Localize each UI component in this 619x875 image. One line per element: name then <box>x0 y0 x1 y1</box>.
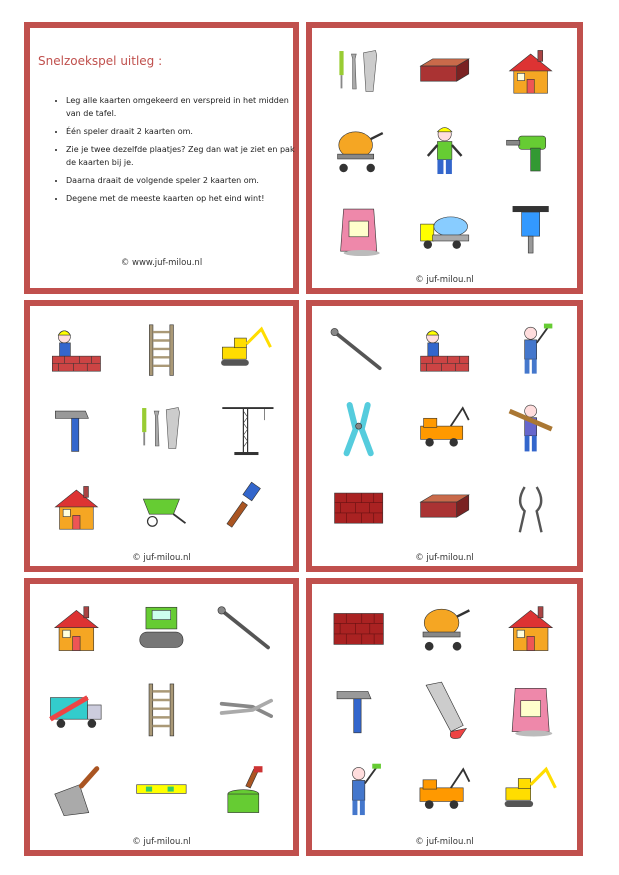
ladder-icon <box>129 320 194 380</box>
game-card <box>306 300 583 572</box>
picture-cell <box>206 391 287 466</box>
cement-bag-icon <box>498 679 563 741</box>
house-icon <box>44 478 109 538</box>
picture-cell <box>206 471 287 546</box>
trowel-icon <box>44 760 109 822</box>
roller-icon <box>129 598 194 660</box>
game-card <box>306 578 583 856</box>
mixer-truck-icon <box>412 200 477 260</box>
picture-cell <box>489 753 571 830</box>
picture-cell <box>489 391 571 466</box>
nail-icon <box>326 320 391 380</box>
rule-item: • Leg alle kaarten omgekeerd en verspreid in het midden van de tafel. <box>66 94 306 120</box>
picture-cell <box>36 312 117 387</box>
builder-icon <box>412 121 477 181</box>
picture-cell <box>36 391 117 466</box>
picture-cell <box>489 113 571 188</box>
card-credit: © juf-milou.nl <box>415 275 474 285</box>
game-card <box>306 22 583 294</box>
ladder-icon <box>129 679 194 741</box>
picture-cell <box>404 753 486 830</box>
picture-cell <box>36 671 117 748</box>
picture-cell <box>489 671 571 748</box>
picture-cell <box>206 671 287 748</box>
picture-cell <box>318 590 400 667</box>
house-icon <box>44 598 109 660</box>
picture-cell <box>404 312 486 387</box>
instructions-title: Snelzoekspel uitleg : <box>38 54 163 68</box>
game-card <box>24 300 299 572</box>
pincers-icon <box>498 478 563 538</box>
instructions-credit: © www.juf-milou.nl <box>120 258 203 268</box>
picture-cell <box>121 312 202 387</box>
truck-icon <box>44 679 109 741</box>
brick-wall-icon <box>326 598 391 660</box>
picture-cell <box>121 590 202 667</box>
hammer-icon <box>326 679 391 741</box>
level-icon <box>129 760 194 822</box>
brick-icon <box>412 42 477 102</box>
picture-cell <box>489 193 571 268</box>
house-icon <box>498 598 563 660</box>
pliers-icon <box>326 399 391 459</box>
wheelbarrow-icon <box>129 478 194 538</box>
carrier-icon <box>498 399 563 459</box>
game-card <box>24 578 299 856</box>
cement-bag-icon <box>326 200 391 260</box>
card-credit: © juf-milou.nl <box>132 553 191 563</box>
cement-mixer-icon <box>326 121 391 181</box>
picture-cell <box>36 471 117 546</box>
nail-icon <box>214 598 279 660</box>
tow-truck-icon <box>412 760 477 822</box>
rule-item: • Één speler draait 2 kaarten om. <box>66 125 306 138</box>
paintbrush-icon <box>214 478 279 538</box>
bricklayer-icon <box>44 320 109 380</box>
tools-icon <box>129 399 194 459</box>
excavator-icon <box>498 760 563 822</box>
crane-icon <box>214 399 279 459</box>
picture-cell <box>36 753 117 830</box>
picture-cell <box>489 34 571 109</box>
brick-wall-icon <box>326 478 391 538</box>
picture-cell <box>121 391 202 466</box>
picture-cell <box>121 753 202 830</box>
picture-cell <box>318 391 400 466</box>
picture-cell <box>206 312 287 387</box>
jackhammer-icon <box>498 200 563 260</box>
picture-cell <box>404 471 486 546</box>
picture-cell <box>206 590 287 667</box>
paint-can-icon <box>214 760 279 822</box>
picture-cell <box>318 34 400 109</box>
card-credit: © juf-milou.nl <box>415 553 474 563</box>
picture-cell <box>489 471 571 546</box>
house-icon <box>498 42 563 102</box>
picture-cell <box>318 312 400 387</box>
rules-list <box>44 94 306 210</box>
picture-cell <box>121 471 202 546</box>
instructions-card <box>24 22 299 294</box>
brick-icon <box>412 478 477 538</box>
picture-cell <box>36 590 117 667</box>
cement-mixer-icon <box>412 598 477 660</box>
saw-icon <box>412 679 477 741</box>
hammer-icon <box>44 399 109 459</box>
tools-icon <box>326 42 391 102</box>
bricklayer-icon <box>412 320 477 380</box>
picture-cell <box>489 590 571 667</box>
picture-cell <box>318 193 400 268</box>
picture-cell <box>318 671 400 748</box>
excavator-icon <box>214 320 279 380</box>
picture-cell <box>318 471 400 546</box>
rule-item: • Degene met de meeste kaarten op het eind wint! <box>66 192 306 205</box>
picture-cell <box>404 34 486 109</box>
card-credit: © juf-milou.nl <box>415 837 474 847</box>
picture-cell <box>404 391 486 466</box>
tow-truck-icon <box>412 399 477 459</box>
painter-icon <box>326 760 391 822</box>
card-credit: © juf-milou.nl <box>132 837 191 847</box>
picture-cell <box>489 312 571 387</box>
picture-cell <box>318 753 400 830</box>
painter-icon <box>498 320 563 380</box>
picture-cell <box>206 753 287 830</box>
picture-cell <box>121 671 202 748</box>
rule-item: • Zie je twee dezelfde plaatjes? Zeg dan wat je ziet en pak de kaarten bij je. <box>66 143 306 169</box>
wrench-pliers-icon <box>214 679 279 741</box>
picture-cell <box>318 113 400 188</box>
drill-icon <box>498 121 563 181</box>
picture-cell <box>404 113 486 188</box>
picture-cell <box>404 671 486 748</box>
picture-cell <box>404 193 486 268</box>
picture-cell <box>404 590 486 667</box>
rule-item: • Daarna draait de volgende speler 2 kaarten om. <box>66 174 306 187</box>
